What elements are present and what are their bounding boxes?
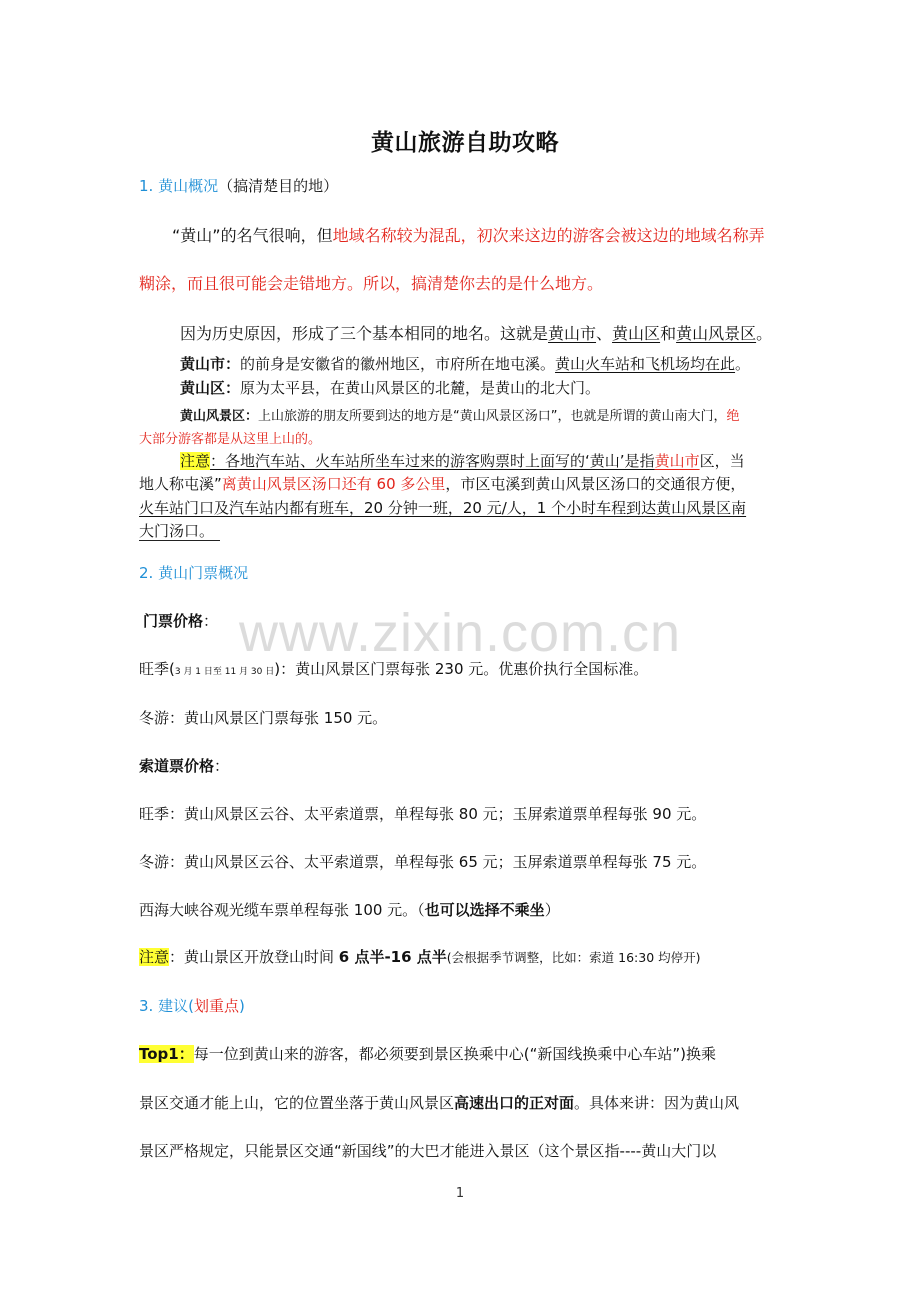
scenic-warning-start: 绝 [726,409,740,424]
cable-label: 索道票价格 [139,757,215,775]
city-text: 的前身是安徽省的徽州地区，市府所在地屯溪。 [240,355,556,373]
scenic-label: 黄山风景区： [180,409,259,424]
city-label: 黄山市： [180,355,241,373]
scenic-text: 上山旅游的朋友所要到达的地方是“黄山风景区汤口”，也就是所谓的黄山南大门， [258,409,727,424]
section1-title-note: （搞清楚目的地） [218,177,339,195]
name-city: 黄山市 [548,324,597,343]
top1-line-1 [139,1043,716,1064]
note-red-1: 黄山市 [654,452,700,470]
top1-text-2c: 。具体来讲：因为黄山风 [574,1094,740,1112]
cable-colon: ： [214,757,230,775]
note-text-2b: ，市区屯溪到黄山风景区汤口的交通很方便， [445,475,746,493]
page-title: 黄山旅游自助攻略 [371,130,559,156]
name-scenic: 黄山风景区 [676,324,757,343]
ticket-price-label [143,610,218,631]
hours-value: 6 点半-16 点半 [338,948,447,966]
top1-location: 高速出口的正对面 [454,1094,575,1112]
peak-dates: 3 月 1 日至 11 月 30 日 [174,667,275,677]
section3-title-emphasis: 划重点 [193,997,239,1015]
district-label: 黄山区： [180,379,241,397]
xihai-line [139,899,560,920]
note-text-2: 地人称屯溪” [139,475,222,493]
section3-title: 建议( [158,997,194,1015]
hours-text: ：黄山景区开放登山时间 [169,948,339,966]
opening-hours-note [139,946,701,967]
note-text-1: ：各地汽车站、火车站所坐车过来的游客购票时上面写的‘黄山’是指 [210,452,655,470]
scenic-warning: 大部分游客都是从这里上山的。 [139,432,322,447]
peak-ticket-line [139,658,648,679]
district-definition [180,377,600,398]
peak-text: )：黄山风景区门票每张 230 元。优惠价执行全国标准。 [274,660,649,678]
top1-text-1: 每一位到黄山来的游客，都必须要到景区换乘中心(“新国线换乘中心车站”)换乘 [193,1045,716,1063]
note-line-1 [180,450,745,471]
name-district: 黄山区 [612,324,661,343]
note-text-1b: 区，当 [699,452,745,470]
note-line-4: 大门汤口。 [139,522,215,540]
section2-heading [139,562,248,583]
note-label: 注意 [180,452,211,470]
cable-price-label [139,755,229,776]
section1-heading [139,175,338,196]
section3-number: 3. [139,997,154,1015]
top1-line-2 [139,1092,739,1113]
top1-line-3: 景区严格规定，只能景区交通“新国线”的大巴才能进入景区（这个景区指----黄山大门以 [139,1142,717,1160]
hours-note-label: 注意 [139,948,170,966]
note-line-3: 火车站门口及汽车站内都有班车，20 分钟一班，20 元/人，1 个小时车程到达黄山风景区南 [139,499,747,517]
intro-line-1 [172,223,765,246]
intro-warning: 地域名称较为混乱，初次来这边的游客会被这边的地域名称弄 [332,226,765,245]
history-and: 和 [660,324,677,343]
note-red-2: 离黄山风景区汤口还有 60 多公里 [221,475,446,493]
history-end: 。 [756,324,773,343]
section3-heading [139,995,245,1016]
note-line-2 [139,473,745,494]
xihai-end: ） [544,901,560,919]
city-station-text: 黄山火车站和飞机场均在此 [555,355,736,373]
city-definition [180,353,750,374]
section2-title: 黄山门票概况 [158,564,249,582]
history-text: 因为历史原因，形成了三个基本相同的地名。这就是 [180,324,549,343]
city-end: 。 [735,355,751,373]
history-paragraph [180,321,772,344]
note-underline [139,540,220,541]
scenic-definition [180,405,740,424]
district-text: 原为太平县，在黄山风景区的北麓，是黄山的北大门。 [240,379,601,397]
history-sep: 、 [596,324,613,343]
hours-remark: (会根据季节调整，比如：索道 16:30 均停开) [446,950,701,965]
top1-label: Top1： [139,1045,194,1063]
section1-title: 黄山概况 [158,177,219,195]
section3-title-end: ) [238,997,245,1015]
page-number: 1 [455,1186,465,1201]
ticket-colon: ： [203,612,219,630]
cable-peak-line: 旺季：黄山风景区云谷、太平索道票，单程每张 80 元；玉屏索道票单程每张 90 元。 [139,805,707,823]
watermark: www.zixin.com.cn [238,603,682,663]
section1-number: 1. [139,177,154,195]
top1-text-2a: 景区交通才能上山，它的位置坐落于黄山风景区 [139,1094,455,1112]
section2-number: 2. [139,564,154,582]
peak-prefix: 旺季( [139,660,175,678]
ticket-label: 门票价格 [143,612,204,630]
xihai-optional: 也可以选择不乘坐 [424,901,545,919]
winter-ticket-line: 冬游：黄山风景区门票每张 150 元。 [139,709,388,727]
intro-line-2: 糊涂，而且很可能会走错地方。所以，搞清楚你去的是什么地方。 [139,274,604,293]
xihai-text: 西海大峡谷观光缆车票单程每张 100 元。（ [139,901,425,919]
intro-text: “黄山”的名气很响，但 [172,226,333,245]
cable-winter-line: 冬游：黄山风景区云谷、太平索道票，单程每张 65 元；玉屏索道票单程每张 75 元。 [139,853,707,871]
